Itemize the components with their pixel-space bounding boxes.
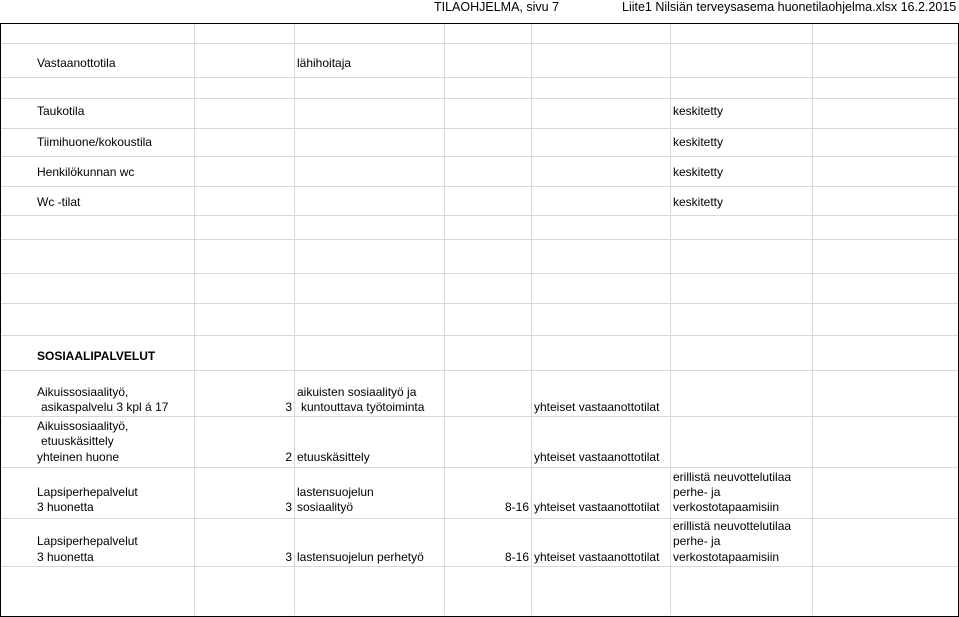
room-name: Aikuissosiaalityö, (37, 419, 129, 433)
grid-line (1, 77, 958, 78)
room-name: etuuskäsittely (41, 434, 114, 448)
grid-line (1, 239, 958, 240)
meeting-note: erillistä neuvottelutilaa (673, 470, 792, 484)
grid-line (1, 518, 958, 519)
room-name: 3 huonetta (37, 550, 94, 564)
reception-note: yhteiset vastaanottotilat (534, 550, 660, 564)
grid-line (1, 215, 958, 216)
staff-role: aikuisten sosiaalityö ja (297, 385, 417, 399)
page-header-file: Liite1 Nilsiän terveysasema huonetilaohjelma.xlsx 16.2.2015 (622, 0, 957, 14)
grid-line (1, 467, 958, 468)
table-frame (0, 23, 959, 617)
room-name: 3 huonetta (37, 500, 94, 514)
grid-line (1, 416, 958, 417)
room-name: Wc -tilat (37, 195, 81, 209)
grid-line (1, 335, 958, 336)
grid-line (1, 98, 958, 99)
room-note: keskitetty (673, 135, 724, 149)
grid-line (1, 43, 958, 44)
staff-role: lastensuojelun (297, 485, 374, 499)
room-count: 3 (285, 500, 292, 514)
room-note: keskitetty (673, 195, 724, 209)
reception-note: yhteiset vastaanottotilat (534, 500, 660, 514)
staff-role: kuntouttava työtoiminta (301, 400, 425, 414)
grid-line (294, 24, 295, 615)
opening-hours: 8-16 (504, 550, 529, 564)
section-title: SOSIAALIPALVELUT (37, 349, 156, 363)
grid-line (1, 303, 958, 304)
grid-line (531, 24, 532, 615)
opening-hours: 8-16 (504, 500, 529, 514)
room-name: asikaspalvelu 3 kpl á 17 (41, 400, 169, 414)
staff-role: etuuskäsittely (297, 450, 370, 464)
room-count: 2 (285, 450, 292, 464)
grid-line (670, 24, 671, 615)
room-count: 3 (285, 400, 292, 414)
meeting-note: perhe- ja (673, 485, 721, 499)
grid-line (1, 186, 958, 187)
room-name: Vastaanottotila (37, 56, 116, 70)
grid-line (1, 156, 958, 157)
grid-line (444, 24, 445, 615)
room-name: Taukotila (37, 104, 85, 118)
staff-role: lastensuojelun perhetyö (297, 550, 424, 564)
grid-line (812, 24, 813, 615)
grid-line (1, 273, 958, 274)
meeting-note: erillistä neuvottelutilaa (673, 519, 792, 533)
room-note: keskitetty (673, 165, 724, 179)
grid-line (1, 370, 958, 371)
room-name: Lapsiperhepalvelut (37, 534, 138, 548)
room-name: Tiimihuone/kokoustila (37, 135, 152, 149)
meeting-note: verkostotapaamisiin (673, 550, 780, 564)
meeting-note: perhe- ja (673, 534, 721, 548)
reception-note: yhteiset vastaanottotilat (534, 400, 660, 414)
room-name: Aikuissosiaalityö, (37, 385, 129, 399)
room-name: yhteinen huone (37, 450, 120, 464)
grid-line (1, 566, 958, 567)
staff-role: lähihoitaja (297, 56, 352, 70)
room-name: Henkilökunnan wc (37, 165, 135, 179)
staff-role: sosiaalityö (297, 500, 354, 514)
room-count: 3 (285, 550, 292, 564)
room-name: Lapsiperhepalvelut (37, 485, 138, 499)
room-note: keskitetty (673, 104, 724, 118)
grid-line (1, 128, 958, 129)
page-header-title: TILAOHJELMA, sivu 7 (434, 0, 560, 14)
grid-line (194, 24, 195, 615)
meeting-note: verkostotapaamisiin (673, 500, 780, 514)
reception-note: yhteiset vastaanottotilat (534, 450, 660, 464)
